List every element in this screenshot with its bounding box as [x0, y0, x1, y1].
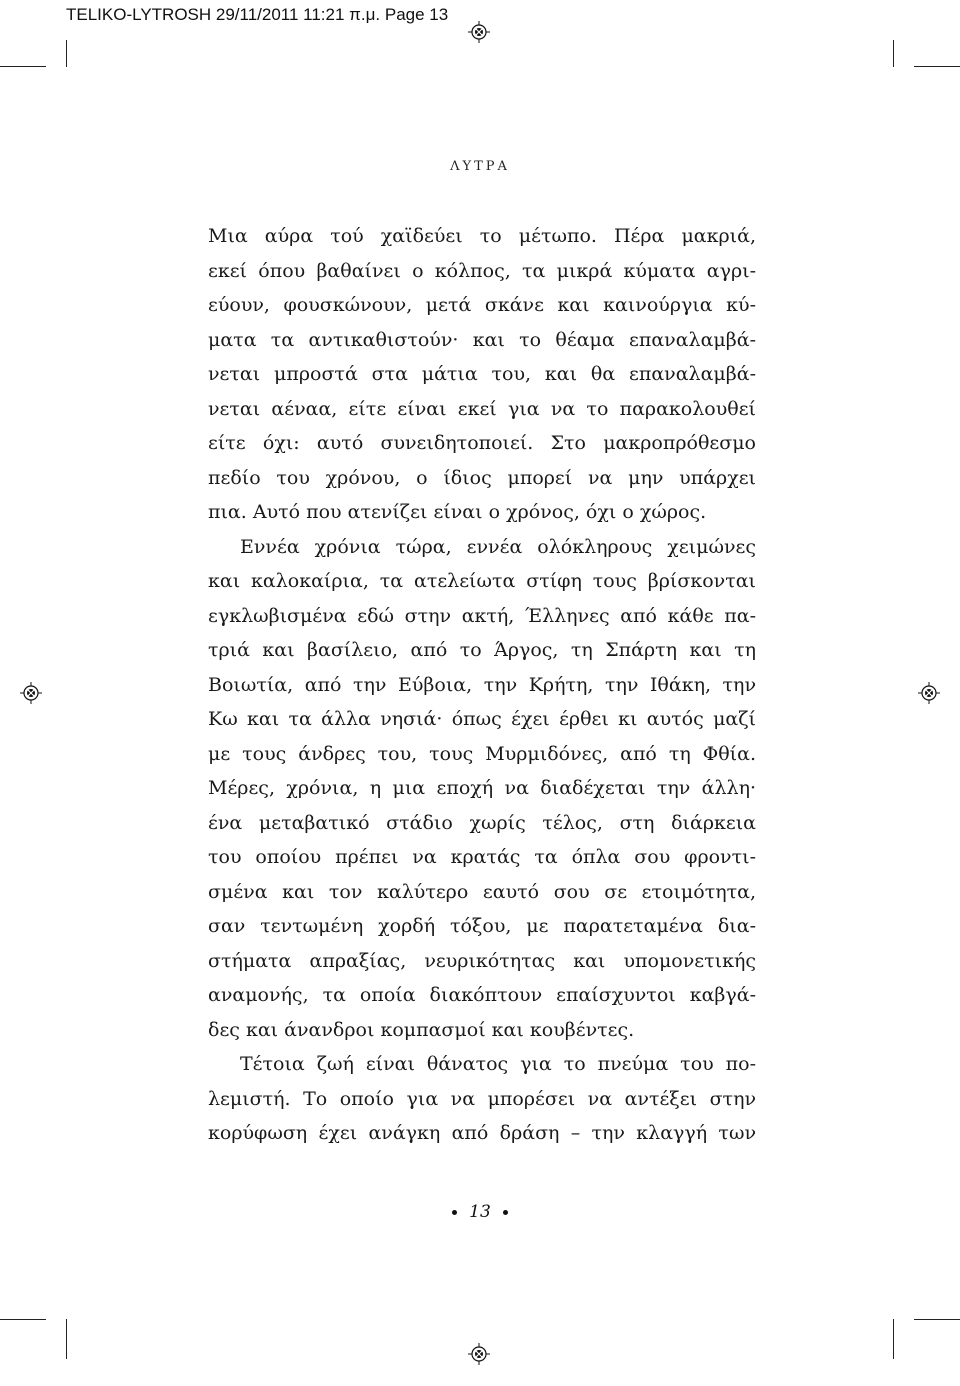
bullet-icon: [452, 1210, 457, 1215]
page-number-value: 13: [469, 1202, 491, 1222]
text-line: ένα μεταβατικό στάδιο χωρίς τέλος, στη διάρκεια: [208, 811, 756, 834]
bullet-icon: [503, 1210, 508, 1215]
text-line: πια. Αυτό που ατενίζει είναι ο χρόνος, όχι ο χώρος.: [208, 501, 707, 523]
text-line: νεται αέναα, είτε είναι εκεί για να το παρακολουθεί: [208, 397, 756, 420]
text-line: κορύφωση έχει ανάγκη από δράση – την κλαγγή των: [208, 1122, 756, 1144]
text-line: στήματα απραξίας, νευρικότητας και υπομονετικής: [208, 949, 756, 972]
text-line: σαν τεντωμένη χορδή τόξου, με παρατεταμένα δια-: [208, 915, 756, 937]
crop-mark-bottom-right-vertical: [893, 1319, 894, 1359]
text-line: δες και άνανδροι κομπασμοί και κουβέντες.: [208, 1018, 635, 1041]
crop-mark-bottom-right-horizontal: [914, 1319, 960, 1320]
text-line: Μέρες, χρόνια, η μια εποχή να διαδέχεται την άλλη·: [208, 777, 756, 799]
page-number: [0, 1202, 960, 1222]
text-line: Εννέα χρόνια τώρα, εννέα ολόκληρους χειμώνες: [240, 535, 756, 558]
text-line: νεται μπροστά στα μάτια του, και θα επαναλαμβά-: [208, 363, 756, 385]
crop-mark-bottom-left-horizontal: [0, 1319, 46, 1320]
text-line: Κω και τα άλλα νησιά· όπως έχει έρθει κι αυτός μαζί: [208, 708, 756, 730]
running-head: ΛΥΤΡΑ: [450, 159, 510, 174]
crop-mark-top-left-horizontal: [0, 66, 46, 67]
text-line: Βοιωτία, από την Εύβοια, την Κρήτη, την Ιθάκη, την: [208, 673, 756, 696]
registration-mark-icon: [468, 1343, 490, 1365]
text-line: εκεί όπου βαθαίνει ο κόλπος, τα μικρά κύματα αγρι-: [208, 259, 756, 282]
registration-mark-icon: [20, 682, 42, 704]
text-line: Τέτοια ζωή είναι θάνατος για το πνεύμα του πο-: [240, 1053, 756, 1075]
crop-mark-bottom-left-vertical: [66, 1319, 67, 1359]
text-line: τριά και βασίλειο, από το Άργος, τη Σπάρτη και τη: [208, 639, 756, 661]
text-line: λεμιστή. Το οποίο για να μπορέσει να αντέξει στην: [208, 1087, 756, 1110]
text-line: εγκλωβισμένα εδώ στην ακτή, Έλληνες από κάθε πα-: [208, 604, 756, 627]
text-line: σμένα και τον καλύτερο εαυτό σου σε ετοιμότητα,: [208, 880, 756, 903]
crop-mark-top-right-vertical: [893, 40, 894, 67]
text-line: εύουν, φουσκώνουν, μετά σκάνε και καινούργια κύ-: [208, 294, 756, 316]
text-line: ματα τα αντικαθιστούν· και το θέαμα επαναλαμβά-: [208, 328, 756, 351]
print-slug: TELIKO-LYTROSH 29/11/2011 11:21 π.μ. Page 13: [66, 5, 449, 24]
text-line: με τους άνδρες του, τους Μυρμιδόνες, από τη Φθία.: [208, 742, 756, 765]
text-line: του οποίου πρέπει να κρατάς τα όπλα σου φροντι-: [208, 846, 756, 868]
text-line: είτε όχι: αυτό συνειδητοποιεί. Στο μακροπρόθεσμο: [208, 432, 756, 454]
text-line: Μια αύρα τού χαϊδεύει το μέτωπο. Πέρα μακριά,: [208, 225, 756, 247]
text-line: και καλοκαίρια, τα ατελείωτα στίφη τους βρίσκονται: [208, 570, 756, 592]
registration-mark-icon: [918, 682, 940, 704]
text-line: πεδίο του χρόνου, ο ίδιος μπορεί να μην υπάρχει: [208, 466, 756, 489]
crop-mark-top-left-vertical: [66, 40, 67, 67]
crop-mark-top-right-horizontal: [914, 66, 960, 67]
body-text: [208, 219, 756, 1151]
registration-mark-icon: [468, 21, 490, 43]
text-line: αναμονής, τα οποία διακόπτουν επαίσχυντοι καβγά-: [208, 984, 756, 1006]
